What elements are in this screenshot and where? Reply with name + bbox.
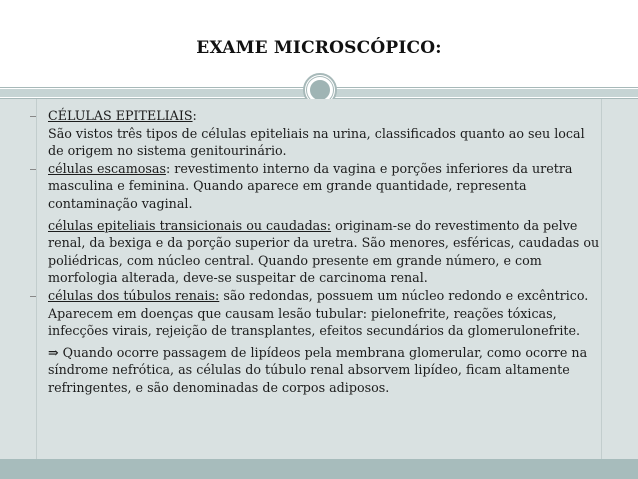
epithelial-cells-description: São vistos três tipos de células epiteliais na urina, classificados quanto ao seu local de origem no sistema genitourinário. (48, 125, 585, 159)
paragraph-renal-tubule-cells (48, 287, 602, 340)
bullet-marker (30, 296, 36, 297)
double-arrow-icon: ⇒ (48, 344, 59, 360)
paragraph-epithelial-cells (48, 107, 602, 160)
bullet-marker (30, 116, 36, 117)
heading-colon: : (192, 108, 197, 123)
bottom-strip (0, 459, 638, 479)
slide-title: EXAME MICROSCÓPICO: (196, 38, 442, 58)
bullet-marker (30, 169, 36, 170)
term-transitional-cells: células epiteliais transicionais ou caudadas: (48, 217, 332, 233)
term-renal-tubule-cells: células dos túbulos renais: (48, 287, 220, 303)
squamous-cells-description: : revestimento interno da vagina e porções inferiores da uretra masculina e feminina. Quando aparece em grande quantidade, representa contaminação vaginal. (48, 160, 573, 211)
fatty-bodies-description: Quando ocorre passagem de lipídeos pela membrana glomerular, como ocorre na síndrome nefrótica, as células do túbulo renal absorvem lipídeo, ficam altamente refringentes, e são denominadas de corpos adiposos. (48, 344, 588, 395)
paragraph-fatty-bodies (48, 344, 602, 397)
paragraph-transitional-cells (48, 217, 602, 287)
paragraph-squamous-cells (48, 160, 602, 213)
body-text (48, 107, 602, 397)
transitional-cells-description: originam-se do revestimento da pelve renal, da bexiga e da porção superior da uretra. São menores, esféricas, caudadas ou poliédricas, com núcleo central. Quando presente em grande número, e com morfologia alterada, deve-se suspeitar de carcinoma renal. (48, 217, 600, 286)
heading-epithelial-cells: CÉLULAS EPITELIAIS (48, 108, 193, 123)
renal-tubule-cells-description: são redondas, possuem um núcleo redondo e excêntrico. Aparecem em doenças que causam lesão tubular: pielonefrite, reações tóxicas, infecções virais, rejeição de transplantes, efeitos secundários da glomerulonefrite. (48, 287, 589, 339)
term-squamous-cells: células escamosas (48, 160, 166, 176)
